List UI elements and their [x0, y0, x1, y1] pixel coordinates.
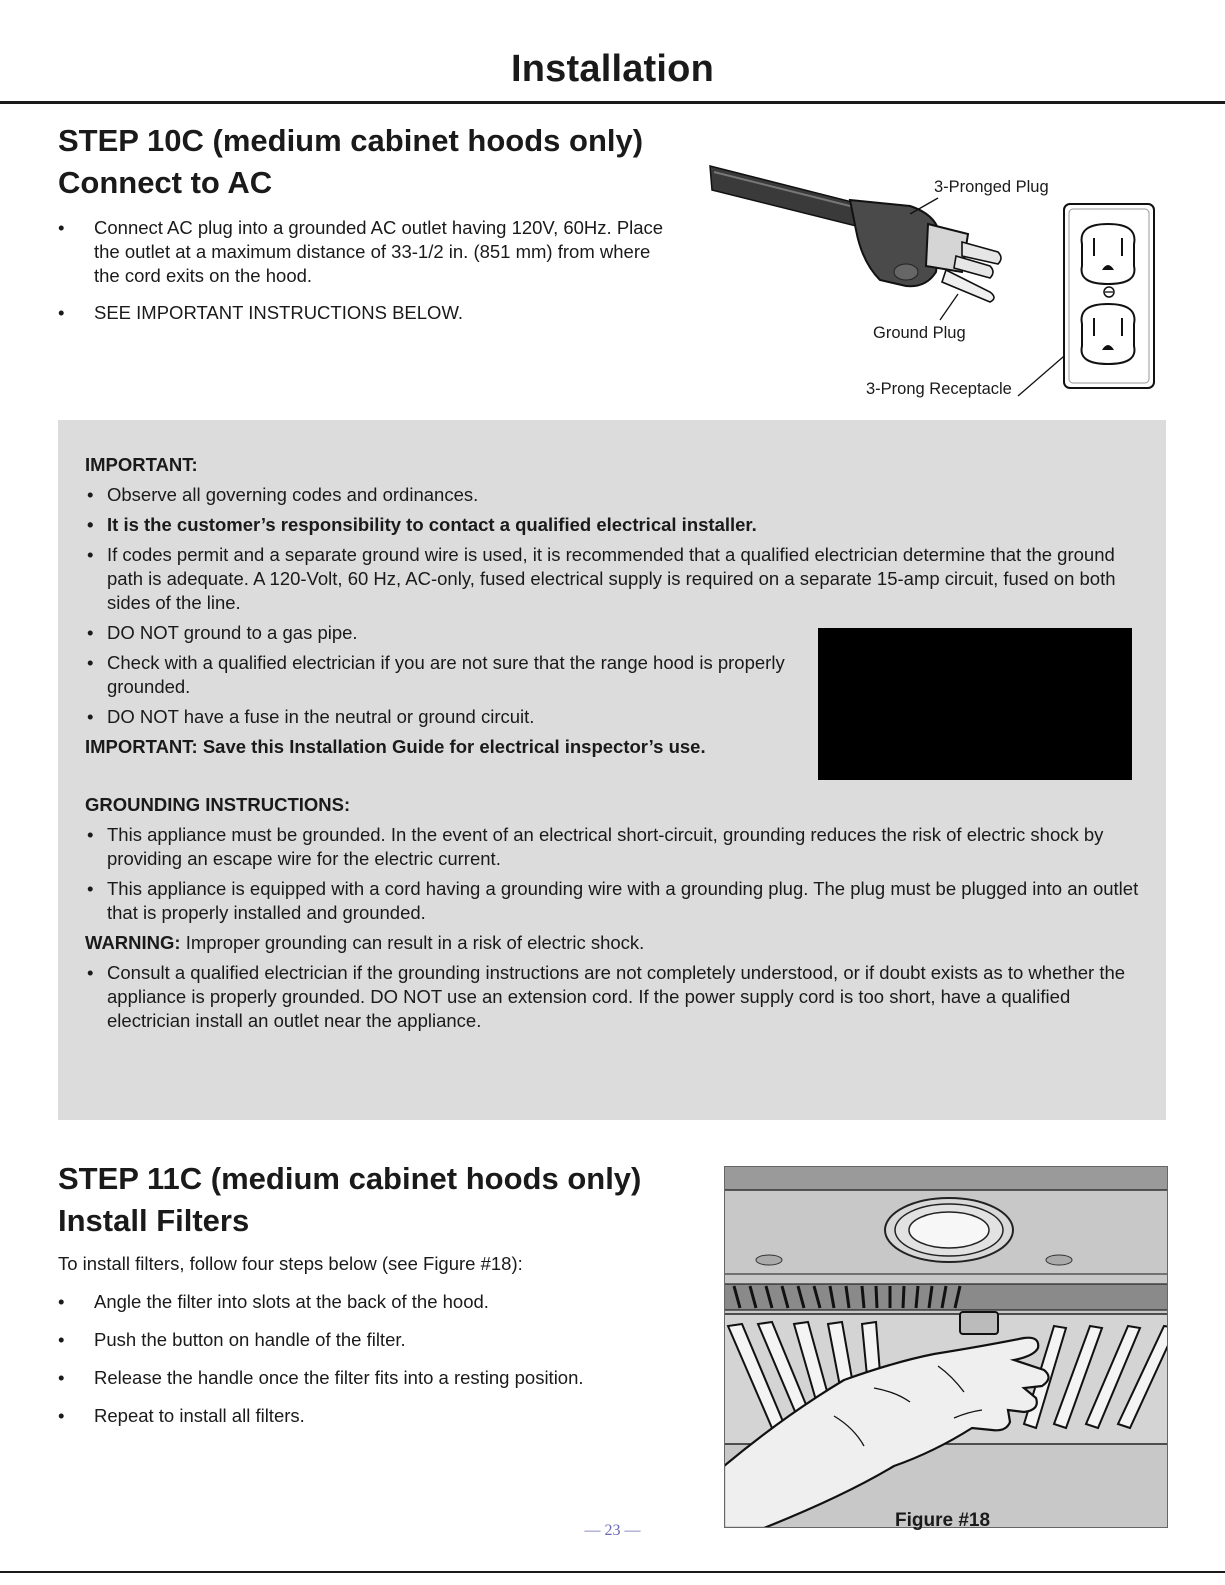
title-divider [0, 101, 1225, 104]
important-item: • Observe all governing codes and ordinances. [85, 483, 1140, 507]
step10-heading [58, 120, 643, 204]
page-number: — 23 — [584, 1522, 641, 1539]
grounding-heading: GROUNDING INSTRUCTIONS: [85, 794, 351, 815]
important-item: • It is the customer’s responsibility to contact a qualified electrical installer. [85, 513, 1140, 537]
step11-heading-line2: Install Filters [58, 1203, 250, 1238]
important-item: • Check with a qualified electrician if you are not sure that the range hood is properly grounded. [85, 651, 797, 699]
step10-heading-line1: STEP 10C (medium cabinet hoods only) [58, 123, 644, 158]
important-item: • DO NOT have a fuse in the neutral or ground circuit. [85, 705, 1140, 729]
plug-logo-icon [894, 264, 918, 280]
hood-screw-icon [756, 1255, 782, 1265]
step11-bullet: • Angle the filter into slots at the back of the hood. [58, 1290, 678, 1314]
grounding-item: • This appliance is equipped with a cord having a grounding wire with a grounding plug. The plug must be plugged into an outlet that is properly installed and grounded. [85, 877, 1140, 925]
ground-plug-label: Ground Plug [873, 324, 966, 342]
warning-label: WARNING: [85, 932, 181, 953]
outlet-top-icon [1082, 224, 1135, 284]
figure-caption: Figure #18 [895, 1510, 991, 1531]
grounding-item: • This appliance must be grounded. In the event of an electrical short-circuit, grounding reduces the risk of electric shock by providing an escape wire for the electric current. [85, 823, 1140, 871]
step11-heading-line1: STEP 11C (medium cabinet hoods only) [58, 1161, 642, 1196]
ground-leader-line [940, 294, 958, 320]
page-title: Installation [511, 48, 714, 90]
grounding-item: • Consult a qualified electrician if the grounding instructions are not completely understood, or if doubt exists as to whether the appliance is properly grounded. DO NOT use an extension cord. If the power supply cord is too short, have a qualified electrician install an outlet near the appliance. [85, 961, 1140, 1033]
grounding-list [85, 823, 1140, 925]
warning-line [85, 931, 1140, 955]
outlet-bottom-icon [1082, 304, 1135, 364]
step11-intro: To install filters, follow four steps below (see Figure #18): [58, 1253, 523, 1274]
footer-divider [0, 1571, 1225, 1573]
step10-bullet: • SEE IMPORTANT INSTRUCTIONS BELOW. [58, 301, 678, 325]
warning-text: Improper grounding can result in a risk of electric shock. [180, 932, 645, 953]
plug-receptacle-figure [700, 160, 1180, 410]
hood-light-icon [909, 1212, 989, 1248]
step10-bullet: • Connect AC plug into a grounded AC outlet having 120V, 60Hz. Place the outlet at a maximum distance of 33-1/2 in. (851 mm) from where the cord exits on the hood. [58, 216, 678, 288]
step11-bullets [58, 1290, 678, 1428]
important-item: • If codes permit and a separate ground wire is used, it is recommended that a qualified electrician determine that the ground path is adequate. A 120-Volt, 60 Hz, AC-only, fused electrical supply is required on a separate 15-amp circuit, fused on both sides of the line. [85, 543, 1140, 615]
power-cord [710, 166, 860, 226]
plug-label: 3-Pronged Plug [934, 178, 1049, 196]
step10-bullets [58, 216, 678, 325]
save-guide-note: IMPORTANT: Save this Installation Guide for electrical inspector’s use. [85, 736, 706, 757]
filter-handle-button-icon [960, 1312, 998, 1334]
step11-bullet: • Repeat to install all filters. [58, 1404, 678, 1428]
step11-bullet: • Push the button on handle of the filter. [58, 1328, 678, 1352]
step11-heading [58, 1158, 641, 1242]
redacted-block [818, 628, 1132, 780]
important-item: • DO NOT ground to a gas pipe. [85, 621, 1140, 645]
hood-front-edge [724, 1166, 1168, 1190]
hood-screw-icon [1046, 1255, 1072, 1265]
important-heading: IMPORTANT: [85, 454, 198, 475]
receptacle-label: 3-Prong Receptacle [866, 380, 1012, 398]
filter-install-figure [724, 1166, 1168, 1528]
step11-bullet: • Release the handle once the filter fits into a resting position. [58, 1366, 678, 1390]
grounding-list-2 [85, 961, 1140, 1033]
step10-heading-line2: Connect to AC [58, 165, 273, 200]
